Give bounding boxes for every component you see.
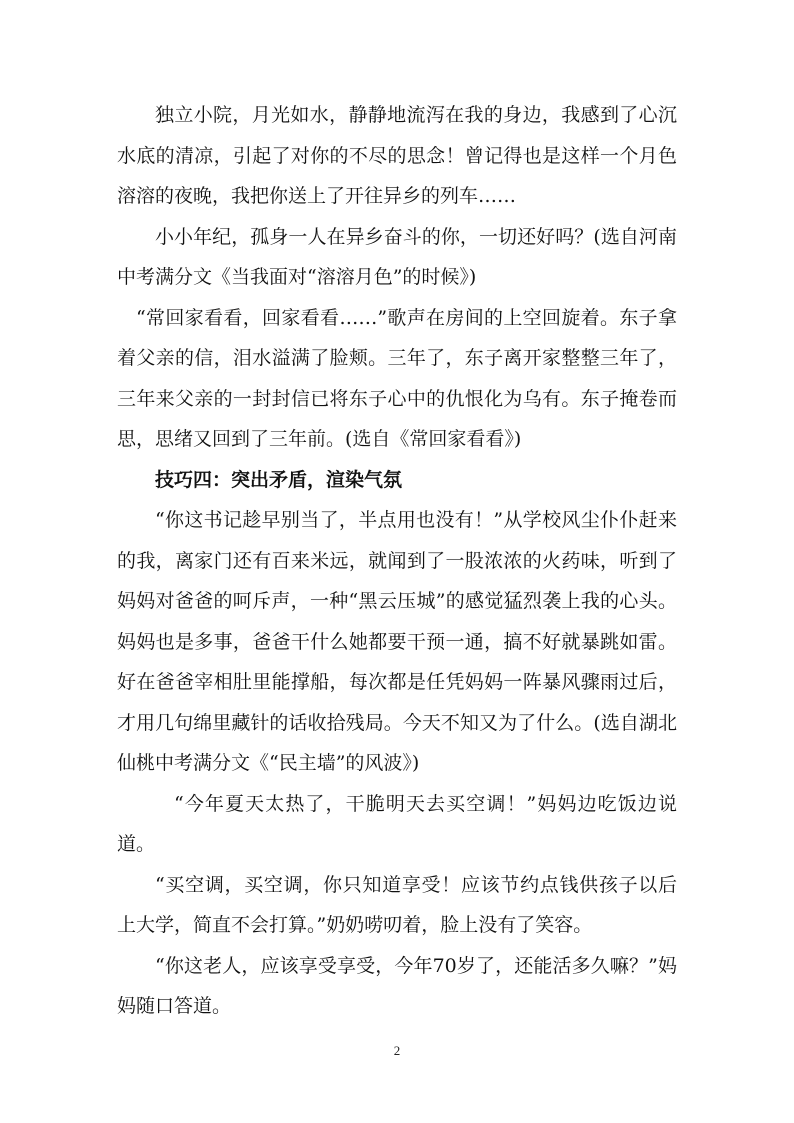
paragraph-come-home: “常回家看看，回家看看……”歌声在房间的上空回旋着。东子拿着父亲的信，泪水溢满了脸颊。三年了，东子离开家整整三年了，三年来父亲的一封封信已将东子心中的仇恨化为乌有。东子掩卷而思，思绪又回到了三年前。(选自《常回家看看》): [117, 306, 677, 450]
page-number: 2: [393, 1043, 401, 1058]
section-heading: 技巧四：突出矛盾，渲染气氛: [155, 468, 403, 491]
paragraph-air-conditioner: “今年夏天太热了，干脆明天去买空调！”妈妈边吃饭边说道。: [117, 792, 677, 855]
paragraph-argument: “你这书记趁早别当了，半点用也没有！”从学校风尘仆仆赶来的我，离家门还有百来米远，就闻到了一股浓浓的火药味，听到了妈妈对爸爸的呵斥声，一种“黑云压城”的感觉猛烈袭上我的心头。妈妈也是多事，爸爸干什么她都要干预一通，搞不好就暴跳如雷。好在爸爸宰相肚里能撑船，每次都是任凭妈妈一阵暴风骤雨过后，才用几句绵里藏针的话收拾残局。今天不知又为了什么。(选自湖北仙桃中考满分文《“民主墙”的风波》): [117, 509, 677, 774]
paragraph-alone-abroad: 小小年纪，孤身一人在异乡奋斗的你，一切还好吗？(选自河南中考满分文《当我面对“溶溶月色”的时候》): [117, 225, 677, 288]
paragraph-moonlight: 独立小院，月光如水，静静地流泻在我的身边，我感到了心沉水底的清凉，引起了对你的不尽的思念！曾记得也是这样一个月色溶溶的夜晚，我把你送上了开往异乡的列车……: [117, 104, 677, 207]
paragraph-grandma-reply: “买空调，买空调，你只知道享受！应该节约点钱供孩子以后上大学，简直不会打算。”奶奶唠叨着，脸上没有了笑容。: [117, 873, 677, 936]
document-body: [117, 95, 677, 1027]
paragraph-mom-reply: “你这老人，应该享受享受，今年70岁了，还能活多久嘛？”妈妈随口答道。: [117, 954, 677, 1017]
